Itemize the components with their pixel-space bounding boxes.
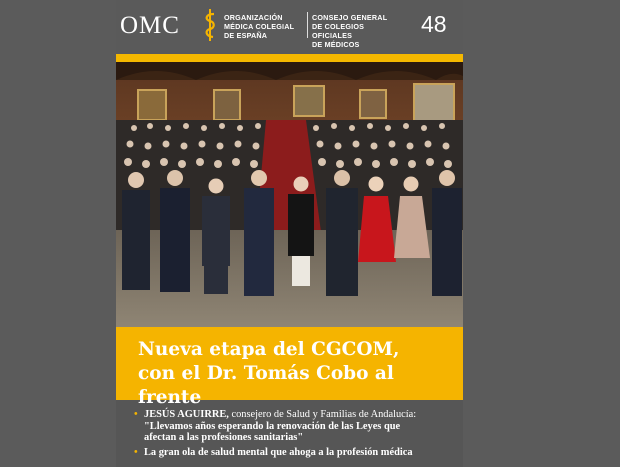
tagline-bar (116, 54, 463, 62)
cover-photo (116, 62, 463, 327)
cover-header (116, 0, 463, 54)
issue-number: 48 (421, 11, 447, 37)
cover-bullets (134, 409, 459, 461)
cover-headline: Nueva etapa del CGCOM, con el Dr. Tomás Cobo al frente (138, 339, 400, 408)
bullet-item: • La gran ola de salud mental que ahoga a la profesión médica (134, 446, 413, 458)
bullet-marker: • (134, 409, 138, 420)
org-name: ORGANIZACIÓN MÉDICA COLEGIAL DE ESPAÑA (224, 13, 295, 40)
serpent-staff-icon (202, 9, 218, 41)
council-name: CONSEJO GENERAL DE COLEGIOS OFICIALES DE MÉDICOS (312, 13, 388, 49)
bullet-item: • JESÚS AGUIRRE, consejero de Salud y Familias de Andalucía: "Llevamos años esperando la renovación de las Leyes que afectan a las profesiones sanitarias" (134, 409, 417, 444)
magazine-cover (116, 0, 463, 467)
header-divider (307, 12, 308, 38)
headline-box (116, 327, 463, 408)
assembly-hall-photo (116, 62, 463, 327)
omc-logo: OMC (120, 12, 180, 39)
bullet-marker: • (134, 446, 138, 458)
